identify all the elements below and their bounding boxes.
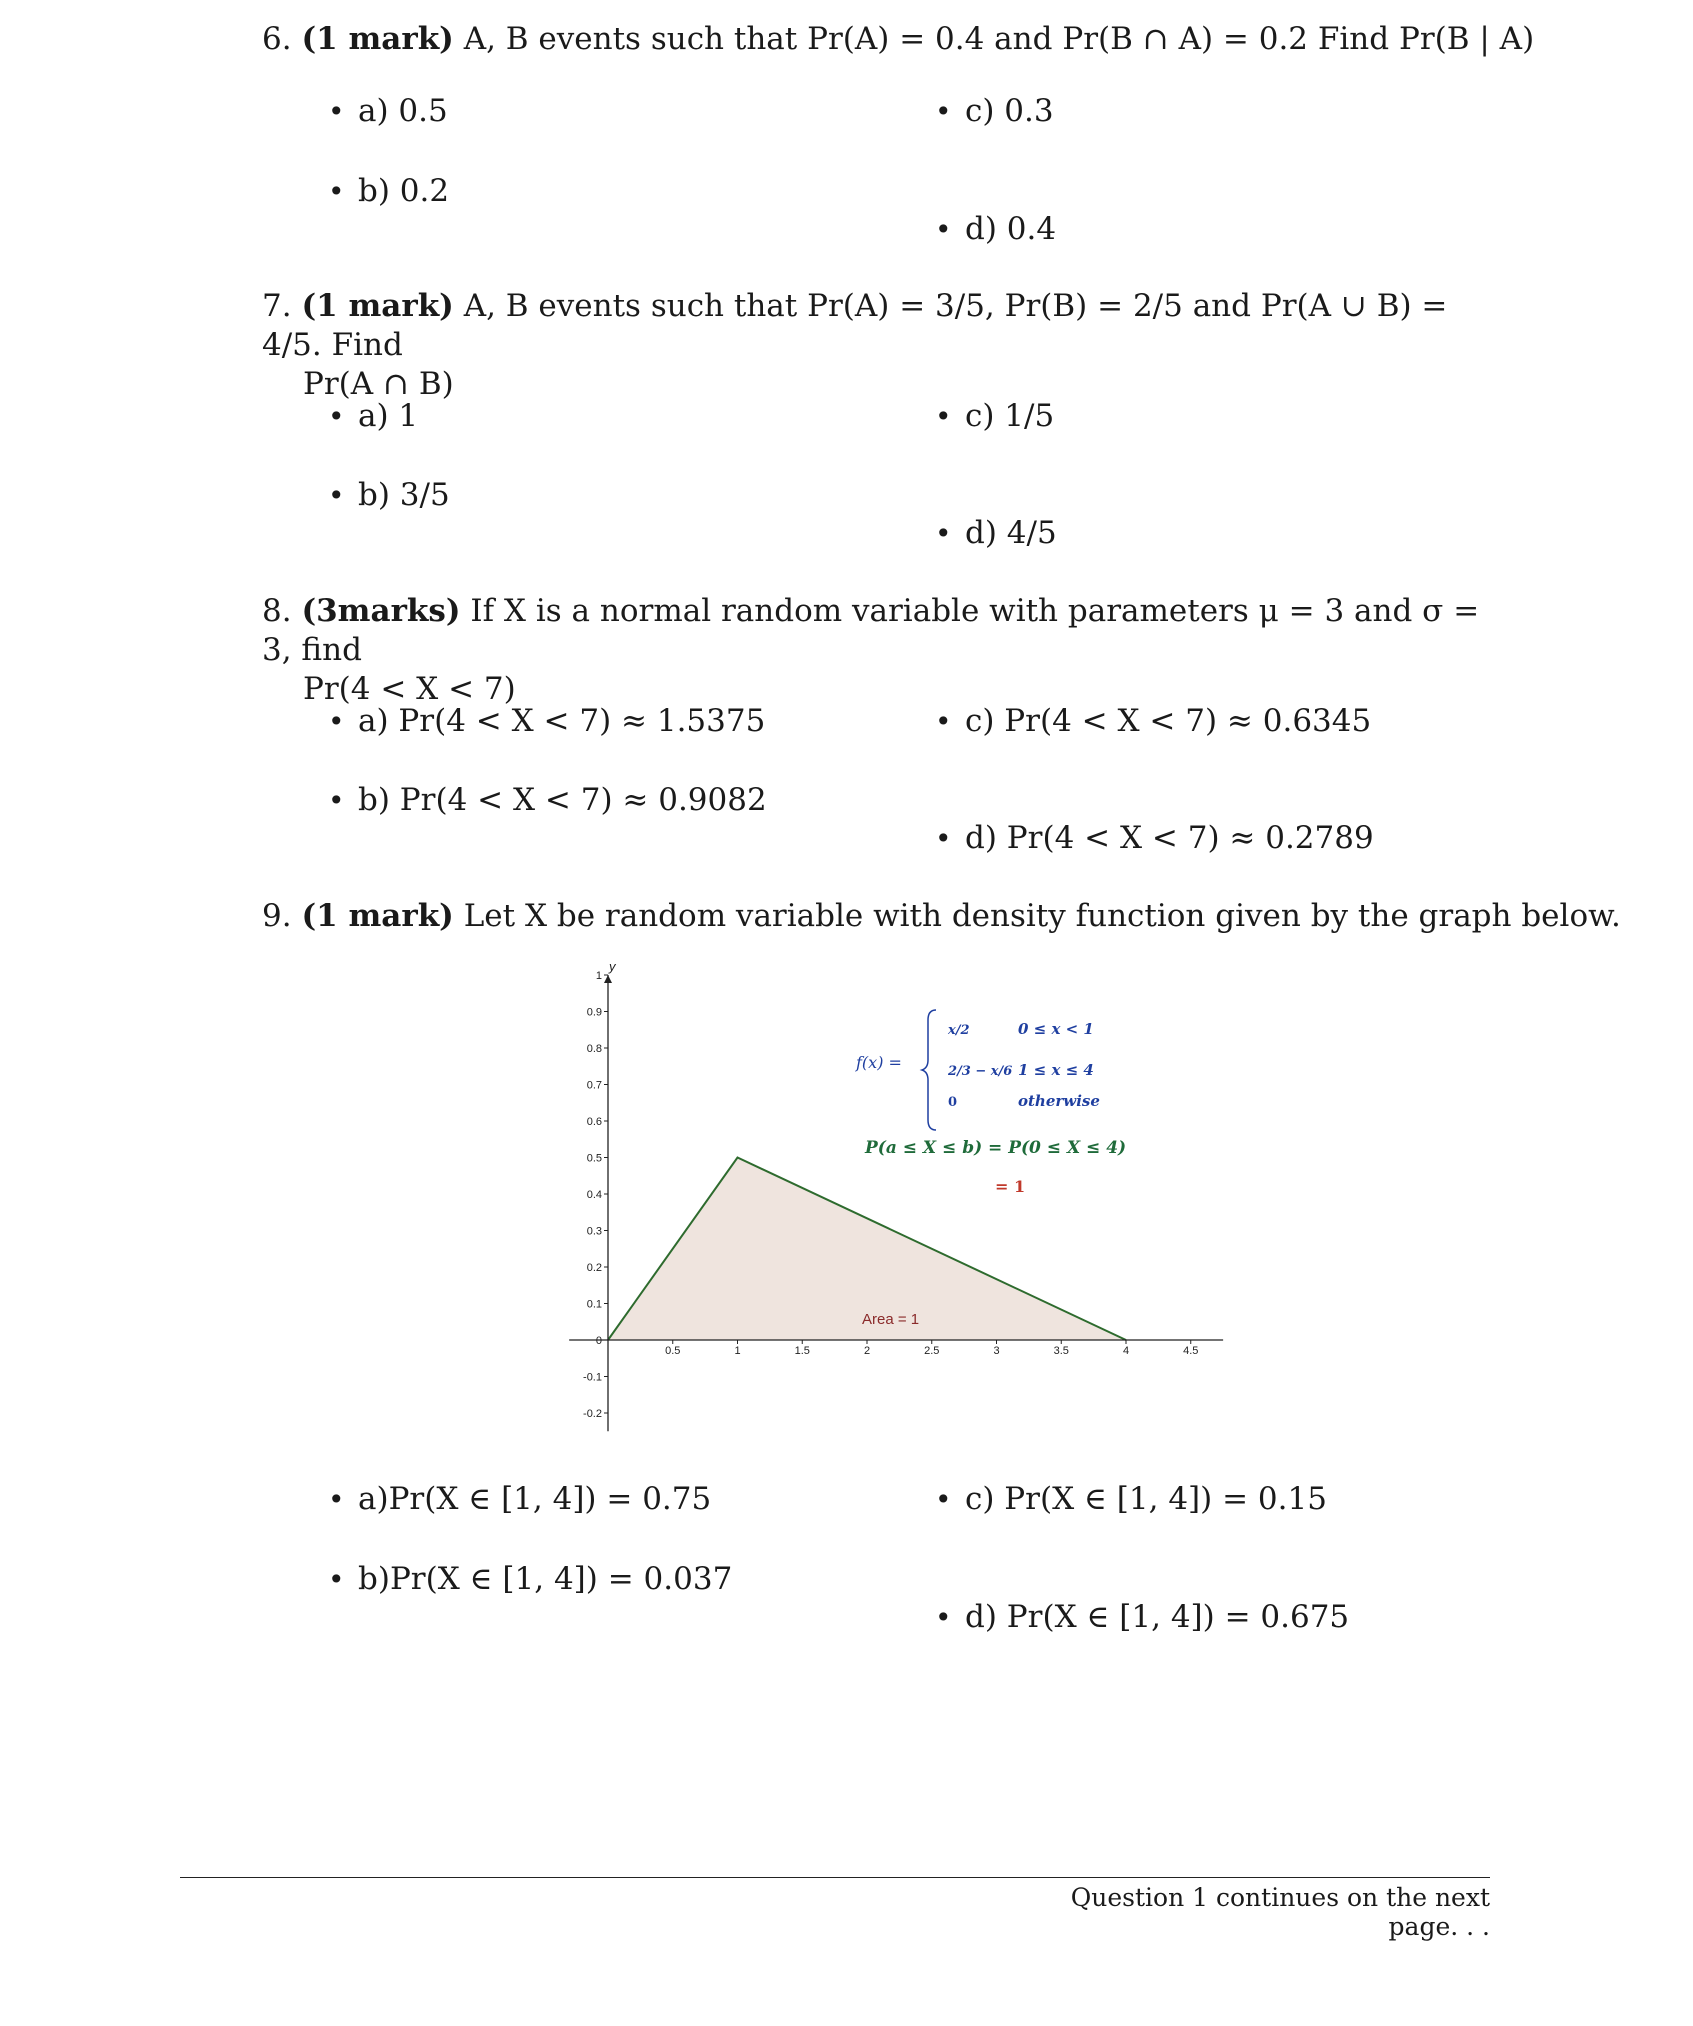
option-label: c) Pr(4 < X < 7) ≈ 0.6345 xyxy=(965,703,1372,739)
y-tick-label: 0.4 xyxy=(586,1189,602,1201)
x-tick-label: 0.5 xyxy=(665,1345,681,1357)
option-label: c) 0.3 xyxy=(965,93,1054,129)
y-tick-label: 0.9 xyxy=(586,1006,602,1019)
option-label: c) 1/5 xyxy=(965,398,1055,434)
question-text-line2: Pr(4 < X < 7) xyxy=(303,671,516,707)
question-6 xyxy=(262,20,1534,59)
y-tick-label: 1 xyxy=(595,970,602,982)
y-axis-arrow xyxy=(604,975,612,983)
option-label: d) 0.4 xyxy=(965,211,1057,247)
x-tick-label: 1.5 xyxy=(794,1345,810,1357)
question-number: 7. xyxy=(262,288,292,324)
probability-result: = 1 xyxy=(995,1177,1026,1196)
y-tick-label: 0.8 xyxy=(586,1043,602,1055)
y-tick-label: 0.6 xyxy=(586,1116,602,1128)
question-number: 9. xyxy=(262,898,292,934)
question-text: A, B events such that Pr(A) = 0.4 and Pr(B ∩ A) = 0.2 Find Pr(B | A) xyxy=(463,21,1535,57)
area-label: Area = 1 xyxy=(862,1311,920,1328)
case-3-expr: 0 xyxy=(948,1095,958,1110)
option-c[interactable]: • c) 0.3 xyxy=(935,93,1054,129)
formula-brace xyxy=(922,1010,936,1130)
option-c[interactable]: • c) 1/5 xyxy=(935,398,1055,434)
question-mark: (1 mark) xyxy=(301,21,454,57)
case-2-cond: 1 ≤ x ≤ 4 xyxy=(1018,1061,1094,1079)
y-tick-label: 0.2 xyxy=(586,1262,602,1274)
question-mark: (3marks) xyxy=(301,593,461,629)
question-number: 8. xyxy=(262,593,292,629)
case-2-expr: 2/3 − x/6 xyxy=(948,1064,1013,1079)
option-c[interactable]: • c) Pr(X ∈ [1, 4]) = 0.15 xyxy=(935,1481,1327,1517)
option-label: d) Pr(X ∈ [1, 4]) = 0.675 xyxy=(965,1599,1350,1635)
option-a[interactable]: • a) 1 xyxy=(328,398,419,434)
question-number: 6. xyxy=(262,21,292,57)
option-label: c) Pr(X ∈ [1, 4]) = 0.15 xyxy=(965,1481,1327,1517)
option-label: d) Pr(4 < X < 7) ≈ 0.2789 xyxy=(965,820,1374,856)
x-tick-label: 1 xyxy=(734,1345,741,1357)
question-mark: (1 mark) xyxy=(301,288,454,324)
option-label: b) Pr(4 < X < 7) ≈ 0.9082 xyxy=(358,782,767,818)
option-b[interactable]: • b) 3/5 xyxy=(328,477,450,513)
option-label: a) Pr(4 < X < 7) ≈ 1.5375 xyxy=(358,703,766,739)
y-tick-label: 0.3 xyxy=(586,1225,602,1238)
x-tick-label: 3 xyxy=(993,1345,1000,1357)
formula-lhs: f(x) = xyxy=(856,1053,902,1072)
option-d[interactable]: • d) Pr(4 < X < 7) ≈ 0.2789 xyxy=(935,820,1374,856)
x-tick-label: 3.5 xyxy=(1053,1345,1069,1357)
case-1-expr: x/2 xyxy=(948,1023,970,1038)
y-tick-label: 0.5 xyxy=(586,1152,602,1165)
case-3-cond: otherwise xyxy=(1018,1092,1100,1110)
y-tick-label: 0.7 xyxy=(586,1079,602,1092)
option-label: d) 4/5 xyxy=(965,515,1057,551)
option-b[interactable]: • b) Pr(4 < X < 7) ≈ 0.9082 xyxy=(328,782,767,818)
option-label: a) 0.5 xyxy=(358,93,448,129)
x-tick-label: 2.5 xyxy=(924,1345,940,1357)
y-tick-label: 0.1 xyxy=(586,1298,602,1311)
question-text: Let X be random variable with density function given by the graph below. xyxy=(463,898,1621,934)
question-8 xyxy=(262,592,1492,709)
question-text: A, B events such that Pr(A) = 3/5, Pr(B) = 2/5 and Pr(A ∪ B) = 4/5. Find xyxy=(262,288,1448,363)
option-a[interactable]: • a) Pr(4 < X < 7) ≈ 1.5375 xyxy=(328,703,766,739)
question-mark: (1 mark) xyxy=(301,898,454,934)
x-tick-label: 2 xyxy=(863,1345,871,1357)
question-text-line2: Pr(A ∩ B) xyxy=(303,366,454,402)
question-7 xyxy=(262,287,1492,404)
footer-note: Question 1 continues on the next page. . . xyxy=(1070,1883,1490,1941)
option-d[interactable]: • d) 0.4 xyxy=(935,211,1057,247)
x-tick-label: 4 xyxy=(1122,1345,1130,1357)
option-d[interactable]: • d) Pr(X ∈ [1, 4]) = 0.675 xyxy=(935,1599,1350,1635)
case-1-cond: 0 ≤ x < 1 xyxy=(1018,1020,1094,1038)
question-text: If X is a normal random variable with parameters μ = 3 and σ = 3, find xyxy=(262,593,1480,668)
option-a[interactable]: • a) 0.5 xyxy=(328,93,448,129)
option-b[interactable]: • b)Pr(X ∈ [1, 4]) = 0.037 xyxy=(328,1561,733,1597)
x-tick-label: 4.5 xyxy=(1183,1345,1199,1357)
option-d[interactable]: • d) 4/5 xyxy=(935,515,1057,551)
density-graph xyxy=(560,958,1230,1448)
option-label: b) 3/5 xyxy=(358,477,450,513)
y-tick-label: -0.1 xyxy=(583,1371,602,1384)
y-tick-label: -0.2 xyxy=(583,1408,602,1420)
option-b[interactable]: • b) 0.2 xyxy=(328,173,450,209)
option-c[interactable]: • c) Pr(4 < X < 7) ≈ 0.6345 xyxy=(935,703,1372,739)
option-a[interactable]: • a)Pr(X ∈ [1, 4]) = 0.75 xyxy=(328,1481,712,1517)
probability-text: P(a ≤ X ≤ b) = P(0 ≤ X ≤ 4) xyxy=(865,1138,1127,1158)
option-label: a) 1 xyxy=(358,398,419,434)
question-9 xyxy=(262,897,1621,936)
option-label: b) 0.2 xyxy=(358,173,450,209)
option-label: a)Pr(X ∈ [1, 4]) = 0.75 xyxy=(358,1481,712,1517)
option-label: b)Pr(X ∈ [1, 4]) = 0.037 xyxy=(358,1561,733,1597)
y-axis-label: y xyxy=(609,959,616,974)
y-tick-label: 0 xyxy=(595,1335,602,1347)
